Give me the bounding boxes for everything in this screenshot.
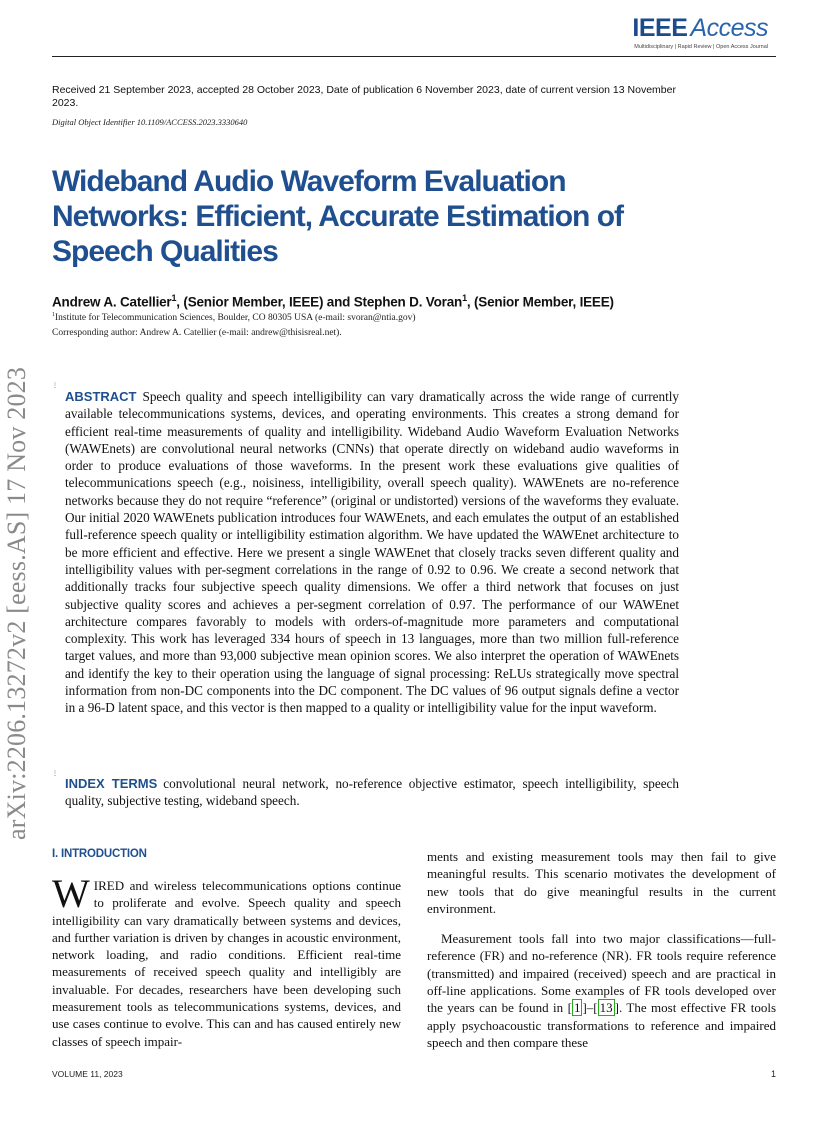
footer-volume: VOLUME 11, 2023 — [52, 1069, 123, 1079]
title-line: Speech Qualities — [52, 235, 278, 268]
title-line: Wideband Audio Waveform Evaluation — [52, 165, 566, 198]
received-dates: Received 21 September 2023, accepted 28 October 2023, Date of publication 6 November 2023, date of current version 13 November 2023. — [52, 84, 676, 109]
abstract-label: ABSTRACT — [65, 389, 137, 404]
citation-link[interactable]: 1 — [573, 1000, 581, 1016]
paragraph-text: Measurement tools fall into two major classifications—full-reference (FR) and no-reference (NR). FR tools require reference (transmitted) and impaired (received) speech and are practical in off-line applications. Some examples of FR tools developed over the years can be found in — [427, 931, 776, 1016]
citation-link[interactable]: 13 — [599, 1000, 613, 1016]
abstract — [65, 388, 679, 717]
author-role: , (Senior Member, IEEE) — [466, 294, 614, 310]
intro-left-column — [52, 871, 401, 1050]
paragraph: ments and existing measurement tools may then fail to give meaningful results. This scenario motivates the development of new tools that do give meaningful results in the current environment. — [427, 849, 776, 916]
paragraph-text: . The most effective FR tools apply psychoacoustic transformations to reference and impaired speech and then compare these — [427, 1000, 776, 1050]
author-name: Andrew A. Catellier — [52, 294, 172, 310]
author-line — [52, 293, 614, 310]
logo-wordmark — [632, 14, 768, 42]
index-terms-marker-icon: ⋮ — [52, 771, 58, 777]
index-terms — [65, 775, 679, 810]
header-rule — [52, 56, 776, 57]
arxiv-stamp: arXiv:2206.13272v2 [eess.AS] 17 Nov 2023 — [2, 366, 31, 840]
doi-line: Digital Object Identifier 10.1109/ACCESS.2023.3330640 — [52, 117, 248, 127]
logo-ieee-text: IEEE — [632, 14, 688, 42]
section-heading: I. INTRODUCTION — [52, 848, 147, 860]
paragraph: Measurement tools fall into two major classifications—full-reference (FR) and no-reference (NR). FR tools require reference (transmitted) and impaired (received) speech and are practical in off-line applications. Some examples of FR tools developed over the years can be found in [ 1 ]–[ 13 ]. The most effective FR tools apply psychoacoustic transformations to reference and impaired speech and then compare these — [427, 931, 776, 1050]
citation-dash: – — [586, 1000, 594, 1016]
intro-right-column — [427, 848, 776, 1051]
page-number: 1 — [770, 1069, 776, 1079]
index-terms-label: INDEX TERMS — [65, 776, 158, 791]
author-name: Stephen D. Voran — [353, 294, 463, 310]
author-affil-mark: 1 — [171, 293, 177, 303]
affiliation-text: Institute for Telecommunication Sciences, Boulder, CO 80305 USA (e-mail: svoran@ntia.gov) — [55, 313, 416, 324]
affiliation-mark: 1 — [52, 312, 55, 318]
intro-left-text: IRED and wireless telecommunications options continue to proliferate and evolve. Speech quality and speech intelligibility can vary dramatically between systems and devices, and further variation is driven by changes in acoustic environment, network loading, and radio conditions. Efficient real-time measurements of received speech quality and intelligibly are invaluable. For decades, researchers have been developing such measurement tools as telecommunications systems, devices, and use cases continue to evolve. This can and has caused entirely new classes of speech impair- — [52, 878, 401, 1049]
logo-access-text: Access — [690, 14, 768, 42]
author-role: , (Senior Member, IEEE) and — [176, 294, 354, 310]
author-affil-mark: 1 — [462, 293, 467, 303]
index-terms-text: convolutional neural network, no-reference objective estimator, speech intelligibility, speech quality, subjective testing, wideband speech. — [65, 776, 679, 809]
corresponding-author: Corresponding author: Andrew A. Catellier (e-mail: andrew@thisisreal.net). — [52, 328, 342, 338]
paper-title — [52, 164, 672, 269]
title-line: Networks: Efficient, Accurate Estimation of — [52, 200, 624, 233]
drop-cap: W — [52, 871, 90, 916]
abstract-marker-icon: ⋮ — [52, 383, 58, 389]
abstract-text: Speech quality and speech intelligibility can vary dramatically across the wide range of currently available telecommunications systems, devices, and operating environments. This creates a strong demand for efficient real-time measurements of quality and intelligibility. Wideband Audio Waveform Evaluation Networks (WAWEnets) are convolutional neural networks (CNNs) that operate directly on wideband audio waveforms in order to produce evaluations of those waveforms. In the present work these evaluations give qualities of telecommunications speech (e.g., noisiness, intelligibility, overall speech quality). WAWEnets are no-reference networks because they do not require “reference” (original or undistorted) versions of the waveforms they evaluate. Our initial 2020 WAWEnets publication introduces four WAWEnets, and each emulates the output of an established full-reference speech quality or intelligibility estimation algorithm. We have updated the WAWEnet architecture to be more efficient and effective. Here we present a single WAWEnet that closely tracks seven different quality and intelligibility values with per-segment correlations in the range of 0.92 to 0.96. We create a second network that additionally tracks four subjective speech quality dimensions. We offer a third network that focuses on just subjective quality scores and achieves a per-segment correlation of 0.97. The performance of our WAWEnet architecture compares favorably to models with orders-of-magnitude more parameters and computational complexity. This work has leveraged 334 hours of speech in 13 languages, more than two million full-reference target values, and more than 93,000 subjective mean opinion scores. We also interpret the operation of WAWEnets and identify the key to their operation using the language of signal processing: ReLUs strategically move spectral information from non-DC components into the DC component. The DC values of 96 output signals define a vector in a 96-D latent space, and this vector is then mapped to a quality or intelligibility value for the input waveform. — [65, 389, 679, 716]
logo-tagline: Multidisciplinary | Rapid Review | Open Access Journal — [634, 44, 768, 50]
affiliation — [52, 312, 416, 323]
journal-logo — [632, 14, 768, 50]
